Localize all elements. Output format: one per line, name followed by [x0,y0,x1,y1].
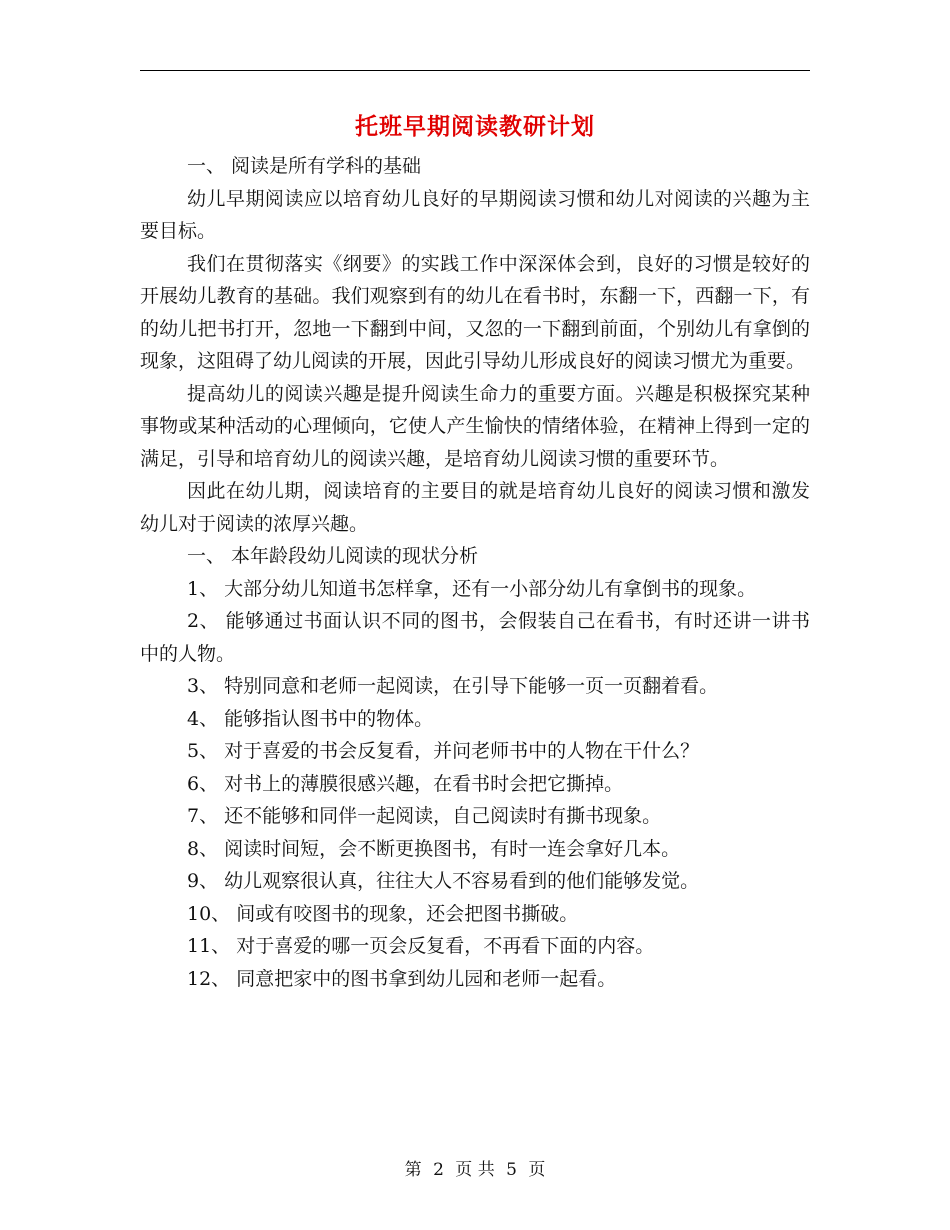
paragraph: 提高幼儿的阅读兴趣是提升阅读生命力的重要方面。兴趣是积极探究某种事物或某种活动的心理倾向，它使人产生愉快的情绪体验，在精神上得到一定的满足，引导和培育幼儿的阅读兴趣，是培育幼儿阅读习惯的重要环节。 [140,382,810,470]
page-footer [0,1155,950,1180]
list-item: 11、 对于喜爱的哪一页会反复看，不再看下面的内容。 [187,935,655,957]
paragraph: 因此在幼儿期，阅读培育的主要目的就是培育幼儿良好的阅读习惯和激发幼儿对于阅读的浓厚兴趣。 [140,480,810,535]
list-item: 5、 对于喜爱的书会反复看，并问老师书中的人物在干什么？ [187,740,700,762]
footer-total-pages: 5 [506,1160,517,1180]
section-heading: 一、 阅读是所有学科的基础 [187,155,422,177]
document-body [140,150,810,995]
footer-suffix: 页 [528,1160,546,1180]
list-item: 7、 还不能够和同伴一起阅读，自己阅读时有撕书现象。 [187,805,662,827]
paragraph: 我们在贯彻落实《纲要》的实践工作中深深体会到，良好的习惯是较好的开展幼儿教育的基础。我们观察到有的幼儿在看书时，东翻一下，西翻一下，有的幼儿把书打开，忽地一下翻到中间，又忽的一下翻到前面，个别幼儿有拿倒的现象，这阻碍了幼儿阅读的开展，因此引导幼儿形成良好的阅读习惯尤为重要。 [140,252,810,372]
footer-prefix: 第 [404,1160,422,1180]
list-item: 4、 能够指认图书中的物体。 [187,707,434,730]
list-item: 8、 阅读时间短，会不断更换图书，有时一连会拿好几本。 [187,837,681,860]
footer-mid: 页 共 [455,1160,495,1180]
list-item: 1、 大部分幼儿知道书怎样拿，还有一小部分幼儿有拿倒书的现象。 [187,577,757,600]
list-item: 2、 能够通过书面认识不同的图书，会假装自己在看书，有时还讲一讲书中的人物。 [140,610,810,665]
paragraph: 幼儿早期阅读应以培育幼儿良好的早期阅读习惯和幼儿对阅读的兴趣为主要目标。 [140,187,810,242]
list-item: 6、 对书上的薄膜很感兴趣，在看书时会把它撕掉。 [187,772,624,795]
list-item: 9、 幼儿观察很认真，往往大人不容易看到的他们能够发觉。 [187,870,700,892]
footer-page-number: 2 [433,1160,444,1180]
document-title: 托班早期阅读教研计划 [355,113,595,140]
list-item: 10、 间或有咬图书的现象，还会把图书撕破。 [187,902,579,925]
list-item: 3、 特别同意和老师一起阅读，在引导下能够一页一页翻着看。 [187,675,719,697]
section-heading: 一、 本年龄段幼儿阅读的现状分析 [187,545,479,567]
list-item: 12、 同意把家中的图书拿到幼儿园和老师一起看。 [187,967,617,990]
header-rule [140,70,810,71]
